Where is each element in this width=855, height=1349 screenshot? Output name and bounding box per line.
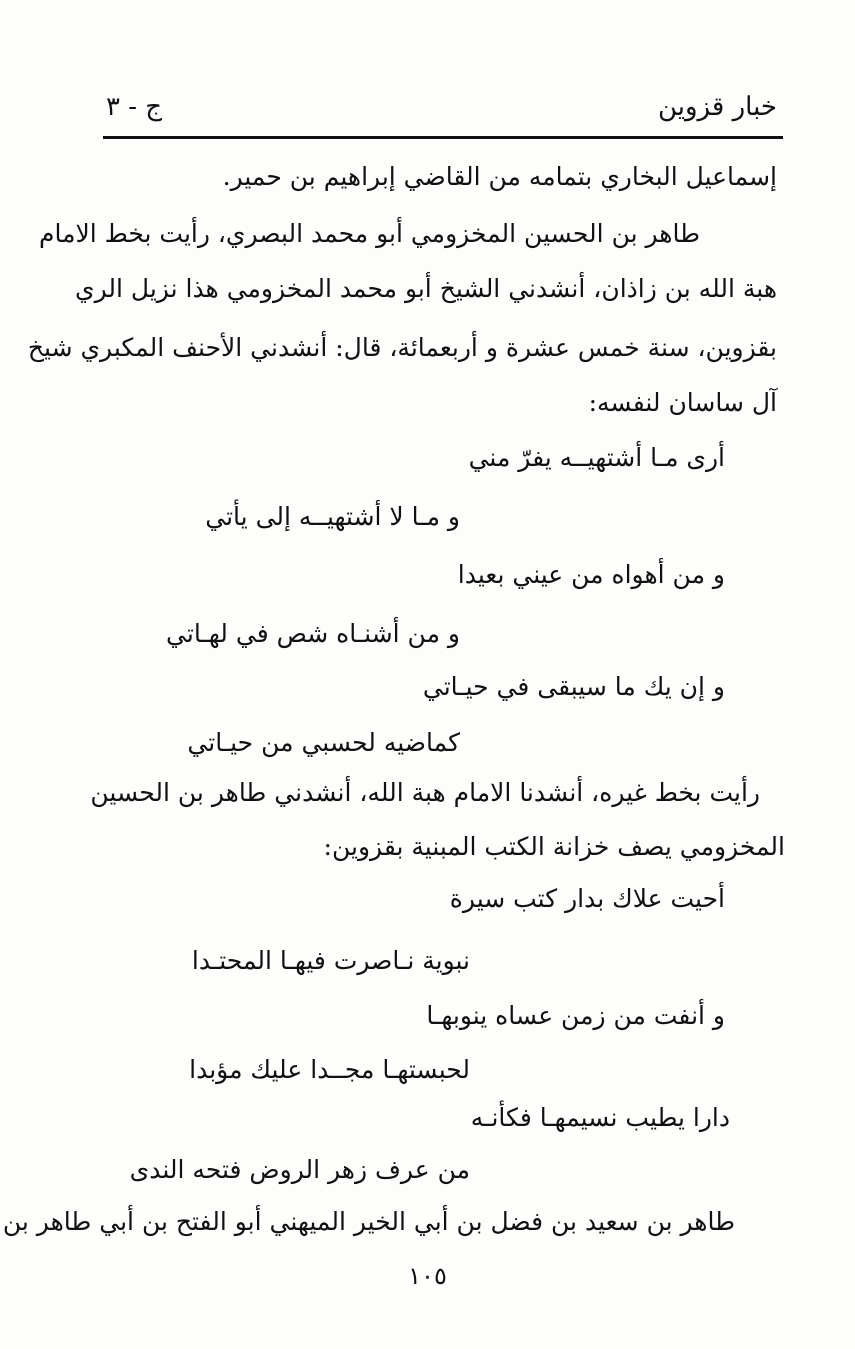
header-rule: [103, 136, 783, 139]
text-line: هبة الله بن زاذان، أنشدني الشيخ أبو محمد المخزومي هذا نزيل الري: [75, 274, 777, 303]
verse-line: و إن يك ما سيبقى في حيـاتي: [422, 672, 725, 701]
verse-line: كماضيه لحسبي من حيـاتي: [187, 728, 460, 757]
verse-line: من عرف زهر الروض فتحه الندى: [129, 1155, 470, 1184]
verse-line: دارا يطيب نسيمهـا فكأنـه: [470, 1103, 730, 1132]
text-line: بقزوين، سنة خمس عشرة و أربعمائة، قال: أنشدني الأحنف المكبري شيخ: [27, 333, 777, 362]
verse-line: و من أهواه من عيني بعيدا: [457, 560, 725, 589]
running-title: خبار قزوين: [657, 92, 777, 122]
verse-line: و أنفت من زمن عساه ينوبهـا: [426, 1001, 725, 1030]
verse-line: أرى مـا أشتهيــه يفرّ مني: [468, 443, 725, 472]
verse-line: أحيت علاك بدار كتب سيرة: [449, 884, 725, 913]
text-line: رأيت بخط غيره، أنشدنا الامام هبة الله، أنشدني طاهر بن الحسين: [90, 778, 760, 807]
verse-line: نبوية نـاصرت فيهـا المحتـدا: [191, 946, 470, 975]
text-line: إسماعيل البخاري بتمامه من القاضي إبراهيم بن حمير.: [222, 162, 777, 191]
volume-label: ج - ٣: [106, 92, 163, 122]
page-number: ١٠٥: [408, 1262, 447, 1290]
verse-line: و من أشنـاه شص في لهـاتي: [166, 619, 460, 648]
text-line: طاهر بن الحسين المخزومي أبو محمد البصري، رأيت بخط الامام: [38, 219, 700, 248]
text-line: المخزومي يصف خزانة الكتب المبنية بقزوين:: [323, 832, 785, 861]
verse-line: و مـا لا أشتهيــه إلى يأتي: [205, 502, 460, 531]
verse-line: لحبستهـا مجــدا عليك مؤبدا: [189, 1055, 470, 1084]
text-line: طاهر بن سعيد بن فضل بن أبي الخير الميهني أبو الفتح بن أبي طاهر بن: [2, 1207, 735, 1236]
text-line: آل ساسان لنفسه:: [588, 388, 777, 417]
